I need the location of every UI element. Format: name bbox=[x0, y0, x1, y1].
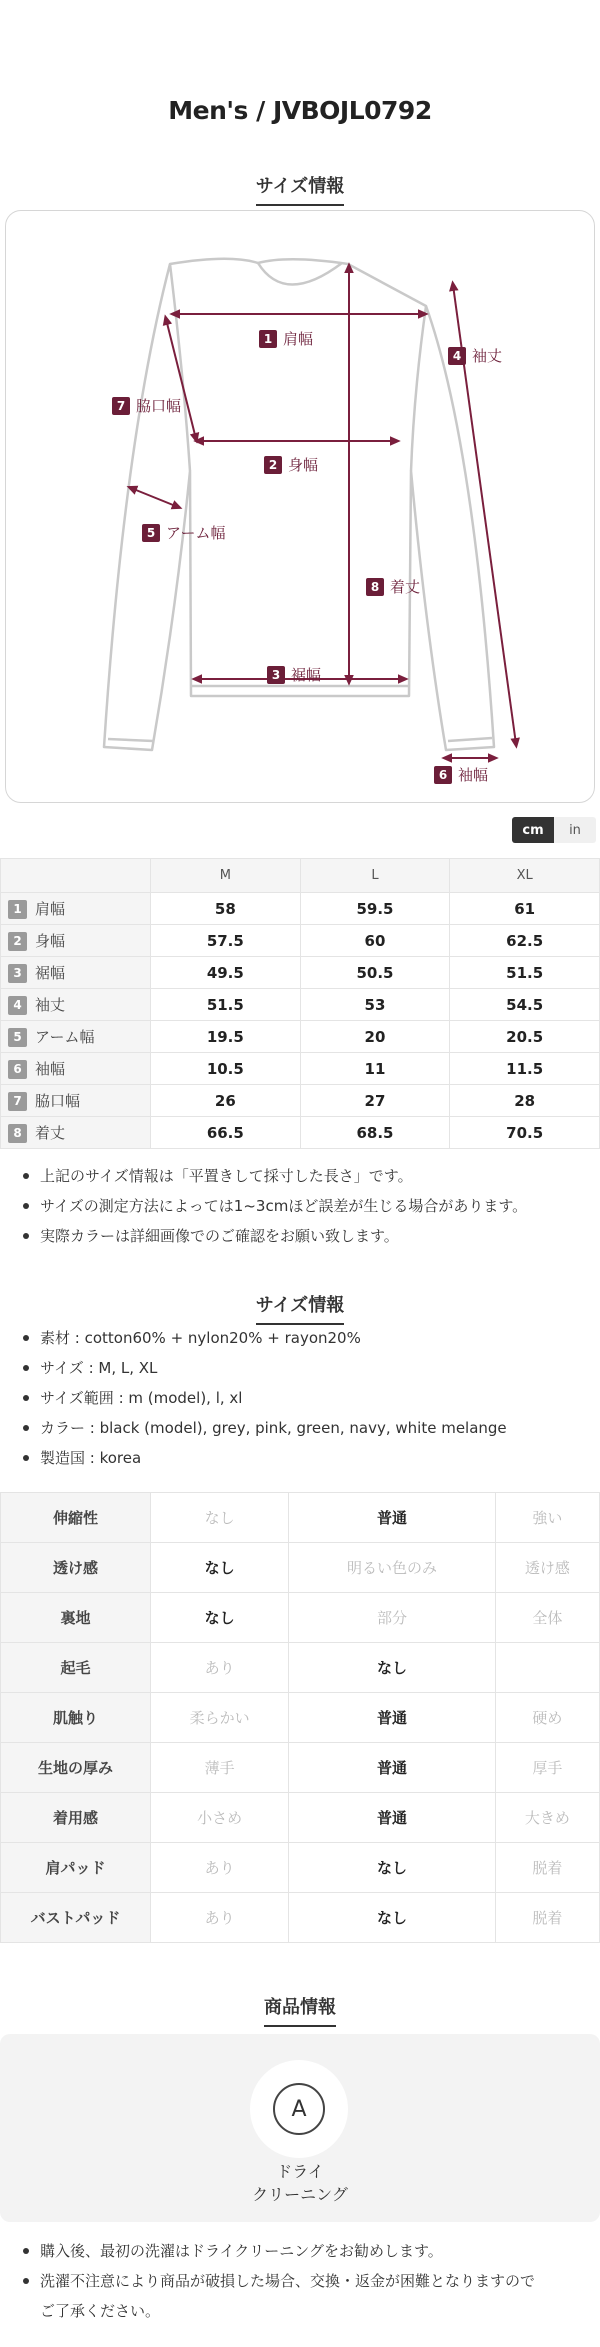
size-cell: 66.5 bbox=[151, 1117, 301, 1149]
feel-attribute-label: 着用感 bbox=[1, 1793, 151, 1843]
size-notes bbox=[20, 1161, 590, 1251]
size-header-col: XL bbox=[450, 859, 600, 893]
size-row-label: 2 身幅 bbox=[1, 925, 151, 957]
size-row-label: 5 アーム幅 bbox=[1, 1021, 151, 1053]
size-cell: 61 bbox=[450, 893, 600, 925]
feel-option: なし bbox=[289, 1643, 495, 1693]
feel-attribute-label: バストパッド bbox=[1, 1893, 151, 1943]
size-table bbox=[0, 858, 600, 1149]
size-cell: 11.5 bbox=[450, 1053, 600, 1085]
size-cell: 11 bbox=[300, 1053, 450, 1085]
list-item: 洗濯不注意により商品が破損した場合、交換・返金が困難となりますので bbox=[20, 2266, 590, 2296]
size-cell: 58 bbox=[151, 893, 301, 925]
feel-option: あり bbox=[151, 1843, 289, 1893]
unit-cm-button[interactable]: cm bbox=[512, 817, 554, 843]
diagram-label-2: 2 身幅 bbox=[264, 454, 318, 475]
size-cell: 53 bbox=[300, 989, 450, 1021]
feel-option: 全体 bbox=[495, 1593, 599, 1643]
feel-option: 普通 bbox=[289, 1693, 495, 1743]
diagram-label-1: 1 肩幅 bbox=[259, 328, 313, 349]
size-cell: 70.5 bbox=[450, 1117, 600, 1149]
table-row bbox=[1, 1843, 600, 1893]
diagram-label-8: 8 着丈 bbox=[366, 576, 420, 597]
table-row bbox=[1, 1693, 600, 1743]
size-cell: 20 bbox=[300, 1021, 450, 1053]
table-row bbox=[1, 1743, 600, 1793]
feel-option: 明るい色のみ bbox=[289, 1543, 495, 1593]
diagram-label-3: 3 裾幅 bbox=[267, 664, 321, 685]
feel-option bbox=[495, 1643, 599, 1693]
list-item: サイズ範囲 : m (model), l, xl bbox=[20, 1383, 590, 1413]
feel-attribute-label: 生地の厚み bbox=[1, 1743, 151, 1793]
feel-option: 強い bbox=[495, 1493, 599, 1543]
size-cell: 28 bbox=[450, 1085, 600, 1117]
feel-option: なし bbox=[151, 1493, 289, 1543]
dry-clean-icon: A bbox=[273, 2083, 325, 2135]
feel-option: 脱着 bbox=[495, 1843, 599, 1893]
sweater-outline-diagram bbox=[6, 211, 596, 804]
care-notes bbox=[20, 2236, 590, 2296]
list-item: 製造国 : korea bbox=[20, 1443, 590, 1473]
care-label: ドライ クリーニング bbox=[252, 2162, 348, 2204]
feel-option: なし bbox=[289, 1893, 495, 1943]
feel-attribute-label: 起毛 bbox=[1, 1643, 151, 1693]
feel-option: 脱着 bbox=[495, 1893, 599, 1943]
feel-option: 透け感 bbox=[495, 1543, 599, 1593]
feel-option: 硬め bbox=[495, 1693, 599, 1743]
list-item: 上記のサイズ情報は「平置きして採寸した長さ」です。 bbox=[20, 1161, 590, 1191]
fabric-feel-table bbox=[0, 1492, 600, 1943]
list-item: サイズの測定方法によっては1~3cmほど誤差が生じる場合があります。 bbox=[20, 1191, 590, 1221]
size-info-heading: サイズ情報 bbox=[0, 172, 600, 206]
size-header-empty bbox=[1, 859, 151, 893]
product-spec-list bbox=[20, 1323, 590, 1473]
diagram-label-4: 4 袖丈 bbox=[448, 345, 502, 366]
care-note-continuation: ご了承ください。 bbox=[40, 2302, 161, 2320]
size-cell: 27 bbox=[300, 1085, 450, 1117]
size-row-label: 6 袖幅 bbox=[1, 1053, 151, 1085]
size-cell: 49.5 bbox=[151, 957, 301, 989]
list-item: 購入後、最初の洗濯はドライクリーニングをお勧めします。 bbox=[20, 2236, 590, 2266]
size-table-header bbox=[1, 859, 600, 893]
size-cell: 50.5 bbox=[300, 957, 450, 989]
size-cell: 60 bbox=[300, 925, 450, 957]
size-cell: 57.5 bbox=[151, 925, 301, 957]
product-info-heading: サイズ情報 bbox=[0, 1291, 600, 1325]
size-row-label: 7 脇口幅 bbox=[1, 1085, 151, 1117]
size-header-col: L bbox=[300, 859, 450, 893]
feel-option: 薄手 bbox=[151, 1743, 289, 1793]
size-cell: 68.5 bbox=[300, 1117, 450, 1149]
feel-option: 厚手 bbox=[495, 1743, 599, 1793]
page-title: Men's / JVBOJL0792 bbox=[168, 96, 432, 125]
table-row bbox=[1, 1643, 600, 1693]
table-row bbox=[1, 1493, 600, 1543]
feel-option: なし bbox=[289, 1843, 495, 1893]
care-icon-badge bbox=[250, 2060, 348, 2158]
feel-option: 柔らかい bbox=[151, 1693, 289, 1743]
list-item: 素材 : cotton60% + nylon20% + rayon20% bbox=[20, 1323, 590, 1353]
size-cell: 51.5 bbox=[450, 957, 600, 989]
unit-toggle bbox=[512, 817, 596, 843]
unit-in-button[interactable]: in bbox=[569, 822, 581, 838]
size-row-label: 8 着丈 bbox=[1, 1117, 151, 1149]
size-cell: 59.5 bbox=[300, 893, 450, 925]
size-row-label: 3 裾幅 bbox=[1, 957, 151, 989]
table-row bbox=[1, 1893, 600, 1943]
table-row bbox=[1, 1593, 600, 1643]
size-cell: 10.5 bbox=[151, 1053, 301, 1085]
care-panel bbox=[0, 2034, 600, 2222]
table-row bbox=[1, 989, 600, 1021]
feel-option: 部分 bbox=[289, 1593, 495, 1643]
table-row bbox=[1, 1793, 600, 1843]
feel-option: 普通 bbox=[289, 1493, 495, 1543]
list-item: カラー : black (model), grey, pink, green, navy, white melange bbox=[20, 1413, 590, 1443]
size-cell: 19.5 bbox=[151, 1021, 301, 1053]
feel-option: 小さめ bbox=[151, 1793, 289, 1843]
diagram-label-6: 6 袖幅 bbox=[434, 764, 488, 785]
table-row bbox=[1, 893, 600, 925]
feel-attribute-label: 伸縮性 bbox=[1, 1493, 151, 1543]
size-cell: 20.5 bbox=[450, 1021, 600, 1053]
feel-option: なし bbox=[151, 1593, 289, 1643]
feel-attribute-label: 裏地 bbox=[1, 1593, 151, 1643]
size-cell: 51.5 bbox=[151, 989, 301, 1021]
size-row-label: 4 袖丈 bbox=[1, 989, 151, 1021]
table-row bbox=[1, 925, 600, 957]
diagram-label-5: 5 アーム幅 bbox=[142, 522, 226, 543]
table-row bbox=[1, 1543, 600, 1593]
size-diagram bbox=[5, 210, 595, 803]
table-row bbox=[1, 1053, 600, 1085]
table-row bbox=[1, 1085, 600, 1117]
feel-option: あり bbox=[151, 1643, 289, 1693]
table-row bbox=[1, 1021, 600, 1053]
feel-option: 大きめ bbox=[495, 1793, 599, 1843]
feel-attribute-label: 透け感 bbox=[1, 1543, 151, 1593]
care-info-heading: 商品情報 bbox=[0, 1993, 600, 2027]
feel-attribute-label: 肩パッド bbox=[1, 1843, 151, 1893]
table-row bbox=[1, 1117, 600, 1149]
diagram-label-7: 7 脇口幅 bbox=[112, 395, 181, 416]
list-item: サイズ : M, L, XL bbox=[20, 1353, 590, 1383]
feel-option: なし bbox=[151, 1543, 289, 1593]
feel-option: あり bbox=[151, 1893, 289, 1943]
size-cell: 54.5 bbox=[450, 989, 600, 1021]
size-cell: 26 bbox=[151, 1085, 301, 1117]
feel-option: 普通 bbox=[289, 1743, 495, 1793]
size-cell: 62.5 bbox=[450, 925, 600, 957]
table-row bbox=[1, 957, 600, 989]
feel-option: 普通 bbox=[289, 1793, 495, 1843]
size-header-col: M bbox=[151, 859, 301, 893]
feel-attribute-label: 肌触り bbox=[1, 1693, 151, 1743]
size-row-label: 1 肩幅 bbox=[1, 893, 151, 925]
list-item: 実際カラーは詳細画像でのご確認をお願い致します。 bbox=[20, 1221, 590, 1251]
